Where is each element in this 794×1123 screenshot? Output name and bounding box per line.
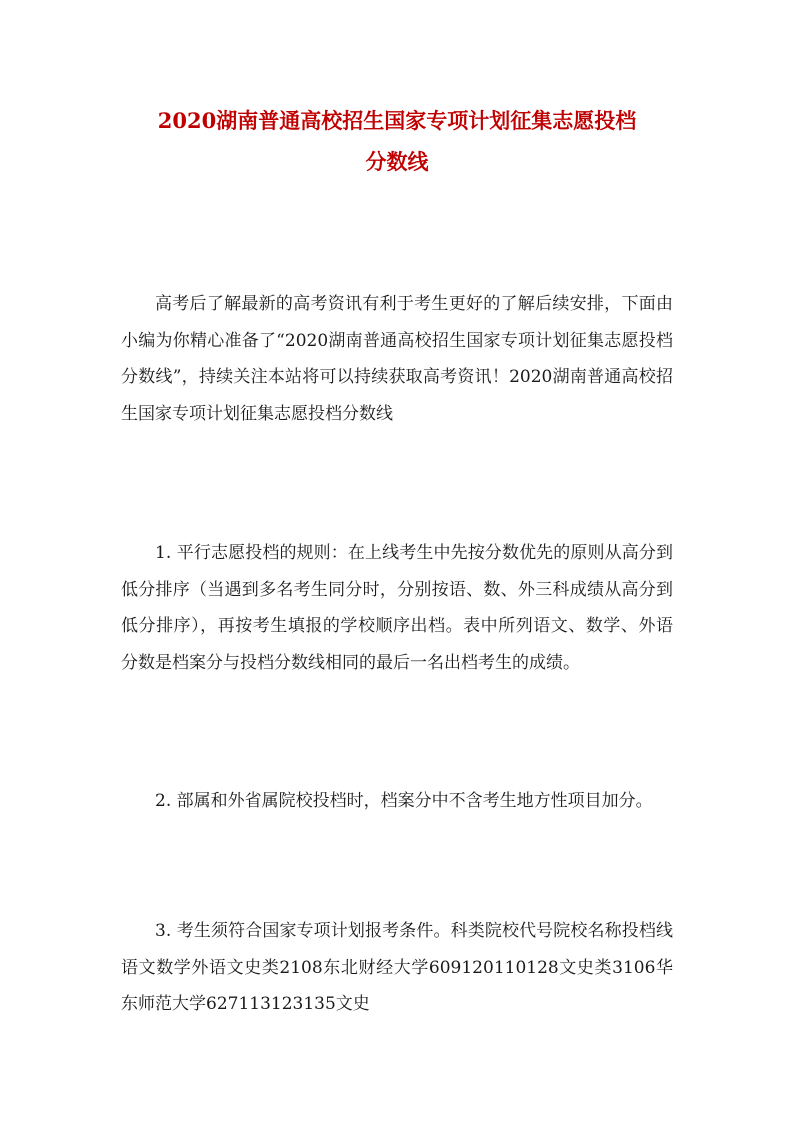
rule-paragraph-3: 3. 考生须符合国家专项计划报考条件。科类院校代号院校名称投档线语文数学外语文史类2108东北财经大学609120110128文史类3106华东师范大学627113123135文史 (121, 921, 673, 1014)
document-title-line-2: 分数线 (365, 149, 429, 174)
rule-paragraph-2: 2. 部属和外省属院校投档时，档案分中不含考生地方性项目加分。 (155, 791, 653, 811)
intro-paragraph: 高考后了解最新的高考资讯有利于考生更好的了解后续安排，下面由小编为你精心准备了“2020湖南普通高校招生国家专项计划征集志愿投档分数线”，持续关注本站将可以持续获取高考资讯！2020湖南普通高校招生国家专项计划征集志愿投档分数线 (121, 294, 673, 424)
rule-paragraph-1: 1. 平行志愿投档的规则：在上线考生中先按分数优先的原则从高分到低分排序（当遇到多名考生同分时，分别按语、数、外三科成绩从高分到低分排序），再按考生填报的学校顺序出档。表中所列语文、数学、外语分数是档案分与投档分数线相同的最后一名出档考生的成绩。 (121, 543, 673, 673)
document-title-line-1: 2020湖南普通高校招生国家专项计划征集志愿投档 (157, 108, 637, 133)
